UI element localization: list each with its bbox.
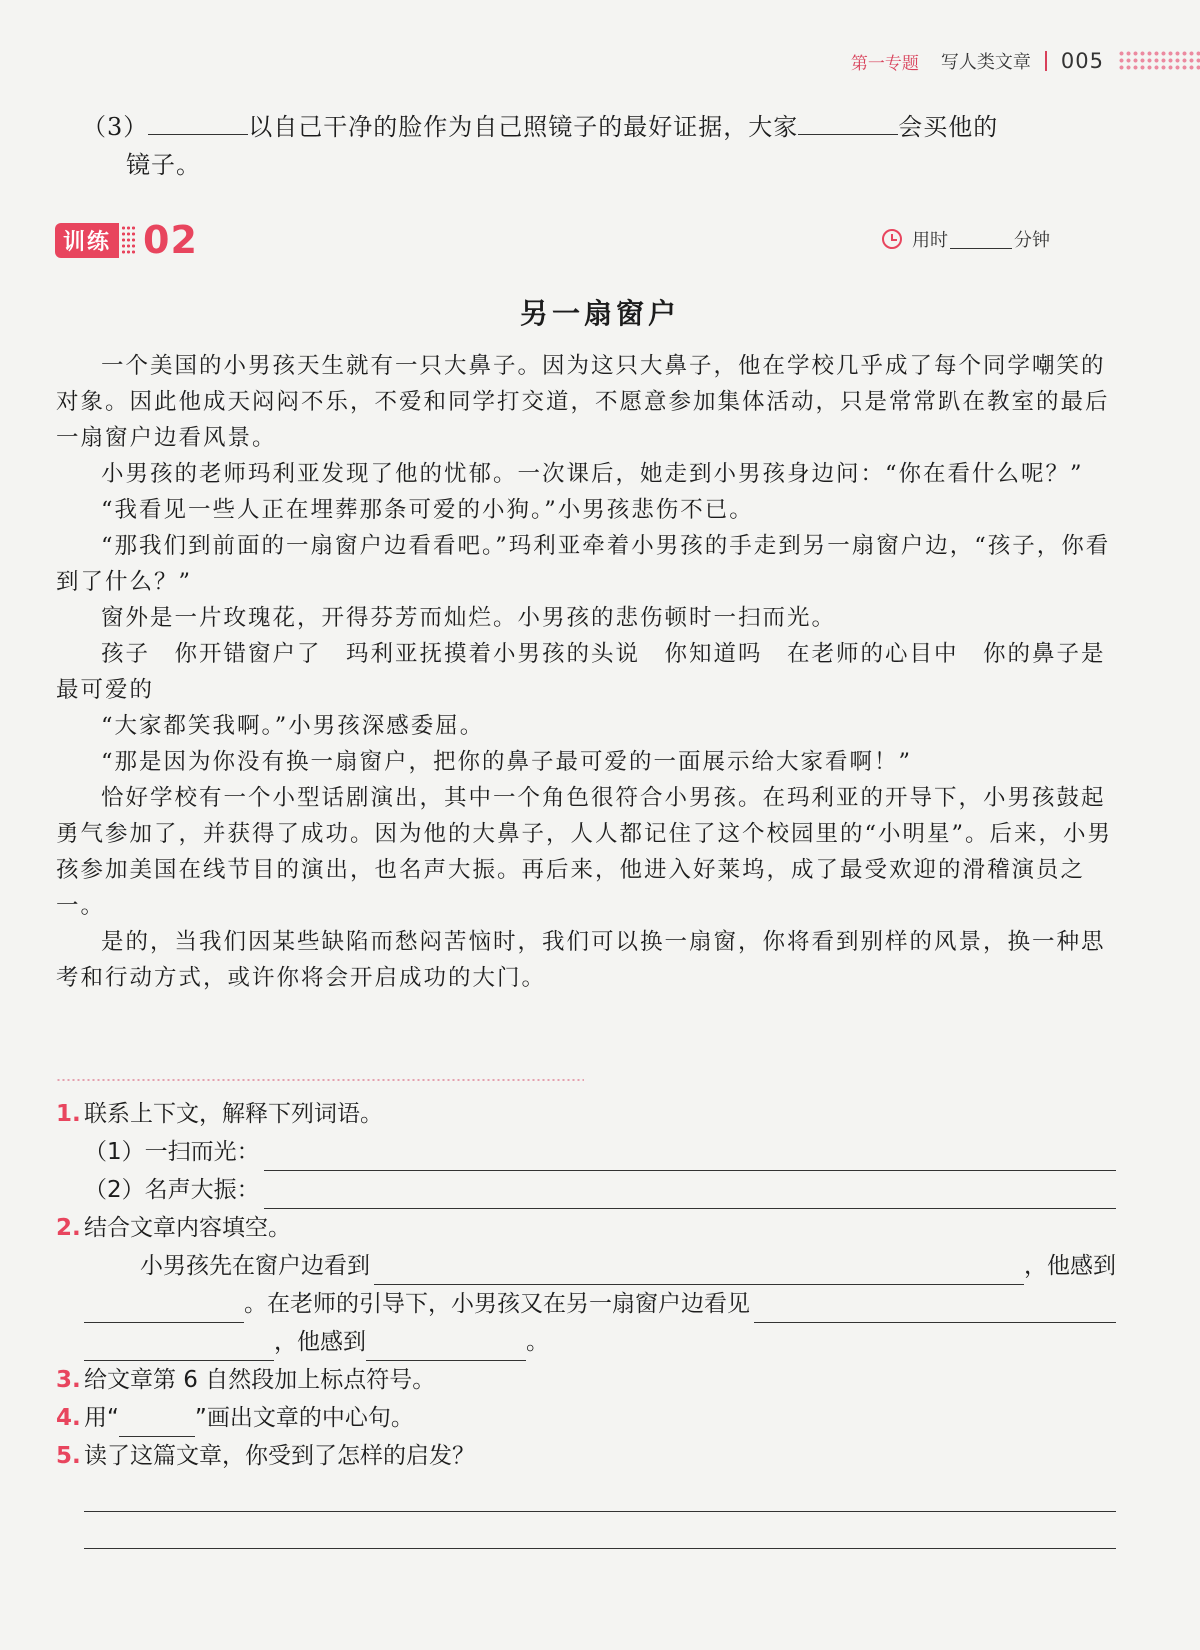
page-number: 005: [1060, 49, 1104, 73]
time-used: [882, 226, 1050, 252]
previous-question-3: [82, 108, 1112, 184]
answer-blank[interactable]: [148, 108, 248, 135]
timer-prefix: 用时: [912, 230, 948, 251]
question-number: 5.: [56, 1443, 81, 1469]
prev-q-line2: 镜子。: [126, 151, 201, 179]
paragraph: 小男孩的老师玛利亚发现了他的忧郁。一次课后，她走到小男孩身边问：“你在看什么呢？”: [101, 461, 1084, 487]
underline-sample: [119, 1410, 195, 1437]
answer-line[interactable]: [84, 1475, 1116, 1512]
fill-text: 。: [526, 1329, 549, 1355]
decorative-dots: [1118, 50, 1200, 72]
article-body: [56, 348, 1112, 996]
question-2-line-2: [56, 1285, 1116, 1323]
question-text: ”画出文章的中心句。: [194, 1405, 414, 1431]
paragraph: 一个美国的小男孩天生就有一只大鼻子。因为这只大鼻子，他在学校几乎成了每个同学嘲笑的对象。因此他成天闷闷不乐，不爱和同学打交道，不愿意参加集体活动，只是常常趴在教室的最后一扇窗户边看风景。: [56, 353, 1110, 451]
clock-icon: [882, 229, 902, 249]
fill-text: 小男孩先在窗户边看到: [140, 1253, 370, 1279]
question-text: 结合文章内容填空。: [84, 1215, 291, 1241]
paragraph: 恰好学校有一个小型话剧演出，其中一个角色很符合小男孩。在玛利亚的开导下，小男孩鼓起勇气参加了，并获得了成功。因为他的大鼻子，人人都记住了这个校园里的“小明星”。后来，小男孩参加美国在线节目的演出，也名声大振。再后来，他进入好莱坞，成了最受欢迎的滑稽演员之一。: [56, 785, 1113, 919]
question-text: 读了这篇文章，你受到了怎样的启发？: [84, 1443, 475, 1469]
question-number: 3.: [56, 1367, 81, 1393]
question-2-line-3: [56, 1323, 1116, 1361]
question-2: [56, 1209, 1116, 1247]
article-title: 另一扇窗户: [519, 297, 680, 330]
answer-blank[interactable]: [798, 108, 898, 135]
sub-question-label: （2）名声大振：: [84, 1177, 260, 1203]
question-5: [56, 1437, 1116, 1475]
paragraph: “大家都笑我啊。”小男孩深感委屈。: [101, 713, 485, 739]
question-1-sub-2: [56, 1171, 1116, 1209]
fill-text: ，他感到: [274, 1329, 366, 1355]
prev-q-suffix: 会买他的: [898, 113, 999, 141]
training-number: 02: [143, 218, 198, 262]
answer-line[interactable]: [84, 1512, 1116, 1549]
answer-blank[interactable]: [366, 1332, 526, 1361]
sub-question-label: （1）一扫而光：: [84, 1139, 260, 1165]
paragraph: 孩子 你开错窗户了 玛利亚抚摸着小男孩的头说 你知道吗 在老师的心目中 你的鼻子是最可爱的: [56, 641, 1106, 703]
paragraph: “那我们到前面的一扇窗户边看看吧。”玛利亚牵着小男孩的手走到另一扇窗户边，“孩子，你看到了什么？”: [56, 533, 1111, 595]
question-number: 2.: [56, 1215, 81, 1241]
timer-suffix: 分钟: [1014, 230, 1050, 251]
prev-q-prefix: （3）: [82, 113, 149, 141]
time-blank[interactable]: [950, 230, 1012, 249]
answer-line[interactable]: [264, 1140, 1116, 1171]
paragraph: “那是因为你没有换一扇窗户，把你的鼻子最可爱的一面展示给大家看啊！”: [101, 749, 913, 775]
paragraph: 是的，当我们因某些缺陷而愁闷苦恼时，我们可以换一扇窗，你将看到别样的风景，换一种思考和行动方式，或许你将会开启成功的大门。: [56, 929, 1106, 991]
header-section: 第一专题: [850, 53, 919, 74]
answer-blank[interactable]: [374, 1254, 1024, 1285]
question-text: 联系上下文，解释下列词语。: [84, 1101, 383, 1127]
section-divider: [56, 1079, 584, 1081]
question-4: [56, 1399, 1116, 1437]
question-text: 给文章第 6 自然段加上标点符号。: [84, 1367, 436, 1393]
question-2-line-1: [56, 1247, 1116, 1285]
answer-line[interactable]: [264, 1178, 1116, 1209]
question-text: 用“: [84, 1405, 119, 1431]
question-number: 1.: [56, 1101, 81, 1127]
prev-q-mid: 以自己干净的脸作为自己照镜子的最好证据，大家: [248, 113, 799, 141]
question-1: [56, 1095, 1116, 1133]
question-number: 4.: [56, 1405, 81, 1431]
fill-text: ，他感到: [1024, 1253, 1116, 1279]
question-1-sub-1: [56, 1133, 1116, 1171]
fill-text: 。在老师的引导下，小男孩又在另一扇窗户边看见: [244, 1291, 750, 1317]
questions: [56, 1095, 1116, 1549]
page-header: [851, 46, 1200, 76]
paragraph: “我看见一些人正在埋葬那条可爱的小狗。”小男孩悲伤不已。: [101, 497, 754, 523]
paragraph: 窗外是一片玫瑰花，开得芬芳而灿烂。小男孩的悲伤顿时一扫而光。: [101, 605, 837, 631]
badge-dots: [121, 225, 137, 255]
training-label: 训练: [55, 223, 119, 258]
question-3: [56, 1361, 1116, 1399]
training-badge: [55, 218, 198, 262]
answer-blank[interactable]: [84, 1294, 244, 1323]
header-divider: [1045, 51, 1047, 71]
answer-blank[interactable]: [754, 1292, 1116, 1323]
header-chapter: 写人类文章: [940, 52, 1031, 73]
answer-blank[interactable]: [84, 1332, 274, 1361]
